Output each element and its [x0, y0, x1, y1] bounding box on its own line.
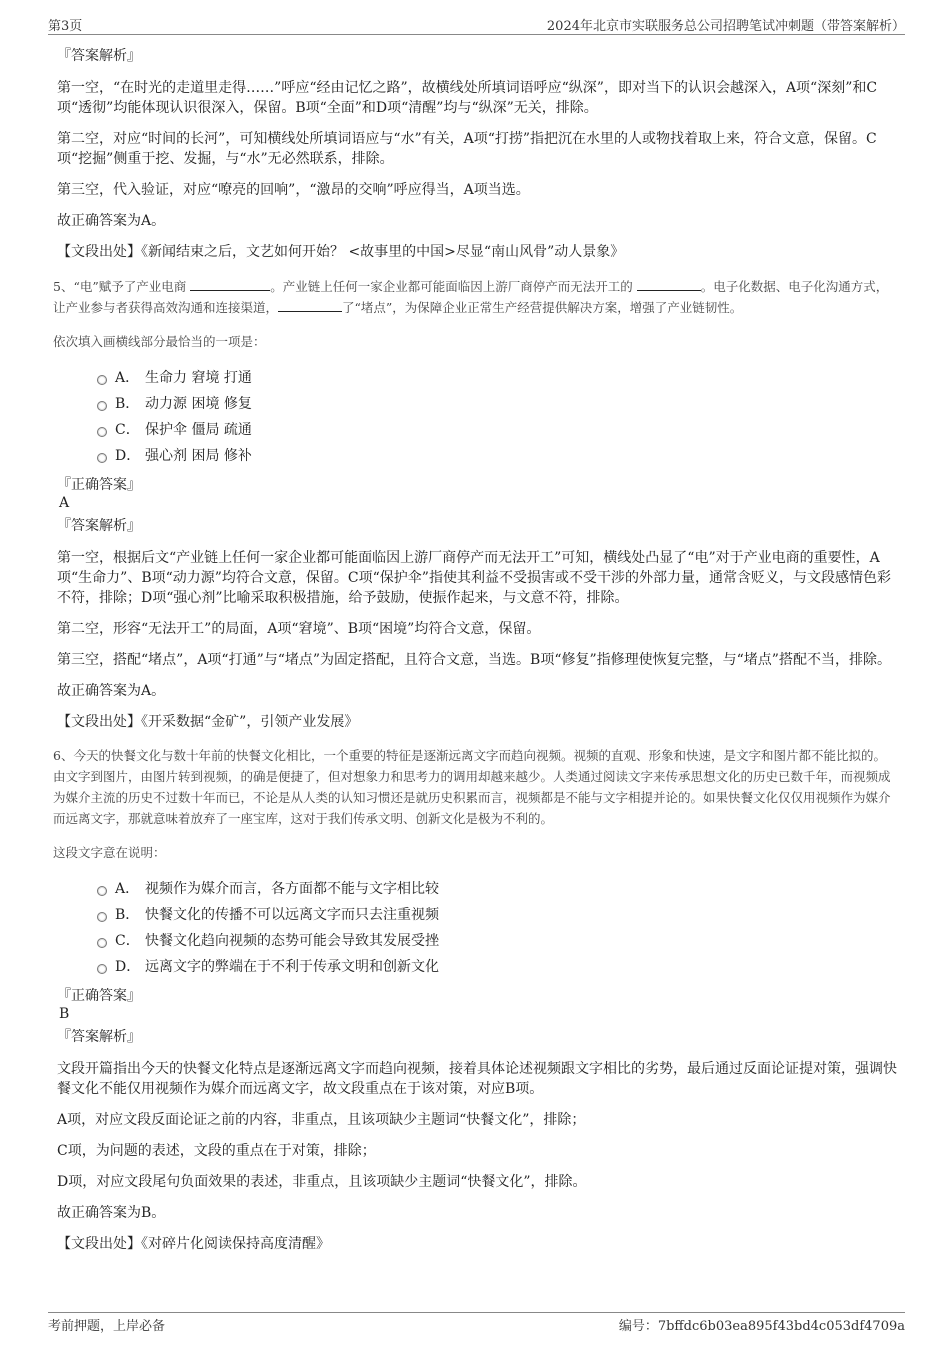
page-header — [48, 12, 905, 35]
option-a[interactable]: A． 视频作为媒介而言，各方面都不能与文字相比较 — [57, 879, 898, 905]
question-stem: 5、“电”赋予了产业电商 。产业链上任何一家企业都可能面临因上游厂商停产而无法开工的 。电子化数据、电子化沟通方式，让产业参与者获得高效沟通和连接渠道， 了“堵点”，为保障企业正常生产经营提供解决方案，增强了产业链韧性。 — [53, 279, 889, 315]
correct-answer-label: 『正确答案』 — [57, 477, 141, 493]
analysis-label: 『答案解析』 — [57, 518, 141, 534]
analysis-paragraph: 第一空，“在时光的走道里走得……”呼应“经由记忆之路”，故横线处所填词语呼应“纵深”，即对当下的认识会越深入，A项“深刻”和C项“透彻”均能体现认识很深入，保留。B项“全面”和D项“清醒”均与“纵深”无关，排除。 — [57, 80, 878, 116]
options-list — [57, 368, 898, 472]
analysis-paragraph: 第二空，形容“无法开工”的局面，A项“窘境”、B项“困境”均符合文意，保留。 — [57, 621, 541, 637]
analysis-label: 『答案解析』 — [57, 1029, 141, 1045]
answer-blank — [190, 278, 270, 291]
analysis-label: 『答案解析』 — [57, 48, 141, 64]
page-number: 第3页 — [48, 19, 83, 34]
page-content — [53, 46, 898, 1266]
analysis-paragraph: A项，对应文段反面论证之前的内容，非重点，且该项缺少主题词“快餐文化”，排除； — [57, 1112, 586, 1128]
source-citation: 【文段出处】《开采数据“金矿”，引领产业发展》 — [57, 714, 359, 730]
analysis-paragraph: 故正确答案为B。 — [57, 1205, 166, 1221]
answer-blank — [278, 299, 342, 312]
question-prompt: 这段文字意在说明： — [53, 845, 166, 860]
source-citation: 【文段出处】《新闻结束之后，文艺如何开始？ <故事里的中国>尽显“南山风骨”动人景象》 — [57, 244, 625, 260]
analysis-paragraph: 文段开篇指出今天的快餐文化特点是逐渐远离文字而趋向视频，接着具体论述视频跟文字相比的劣势，最后通过反面论证提对策，强调快餐文化不能仅用视频作为媒介而远离文字，故文段重点在于该对策，对应B项。 — [57, 1061, 897, 1097]
footer-slogan: 考前押题，上岸必备 — [48, 1319, 166, 1334]
source-citation: 【文段出处】《对碎片化阅读保持高度清醒》 — [57, 1236, 330, 1252]
radio-icon[interactable] — [97, 938, 107, 948]
radio-icon[interactable] — [97, 401, 107, 411]
radio-icon[interactable] — [97, 964, 107, 974]
radio-icon[interactable] — [97, 453, 107, 463]
analysis-paragraph: C项，为问题的表述，文段的重点在于对策，排除； — [57, 1143, 376, 1159]
option-d[interactable]: D． 强心剂 困局 修补 — [57, 446, 898, 472]
correct-answer: B — [59, 1006, 70, 1022]
option-c[interactable]: C． 快餐文化趋向视频的态势可能会导致其发展受挫 — [57, 931, 898, 957]
option-a[interactable]: A． 生命力 窘境 打通 — [57, 368, 898, 394]
page-footer — [48, 1312, 905, 1335]
correct-answer: A — [59, 495, 70, 511]
analysis-paragraph: 第二空，对应“时间的长河”，可知横线处所填词语应与“水”有关，A项“打捞”指把沉在水里的人或物找着取上来，符合文意，保留。C项“挖掘”侧重于挖、发掘，与“水”无必然联系，排除。 — [57, 131, 877, 167]
correct-answer-label: 『正确答案』 — [57, 988, 141, 1004]
options-list — [57, 879, 898, 983]
option-d[interactable]: D． 远离文字的弊端在于不利于传承文明和创新文化 — [57, 957, 898, 983]
analysis-paragraph: 故正确答案为A。 — [57, 683, 166, 699]
answer-blank — [637, 278, 701, 291]
question-prompt: 依次填入画横线部分最恰当的一项是： — [53, 334, 266, 349]
analysis-paragraph: 第三空，代入验证，对应“嘹亮的回响”，“激昂的交响”呼应得当，A项当选。 — [57, 182, 530, 198]
question-stem: 6、今天的快餐文化与数十年前的快餐文化相比，一个重要的特征是逐渐远离文字而趋向视频。视频的直观、形象和快速，是文字和图片都不能比拟的。由文字到图片，由图片转到视频，的确是便捷了，但对想象力和思考力的调用却越来越少。人类通过阅读文字来传承思想文化的历史已数千年，而视频成为媒介主流的历史不过数十年而已，不论是从人类的认知习惯还是就历史积累而言，视频都是不能与文字相提并论的。如果快餐文化仅仅用视频作为媒介而远离文字，那就意味着放弃了一座宝库，这对于我们传承文明、创新文化是极为不利的。 — [53, 748, 891, 826]
analysis-paragraph: 第一空，根据后文“产业链上任何一家企业都可能面临因上游厂商停产而无法开工”可知，横线处凸显了“电”对于产业电商的重要性，A项“生命力”、B项“动力源”均符合文意，保留。C项“保护伞”指使其利益不受损害或不受干涉的外部力量，通常含贬义，与文段感情色彩不符，排除；D项“强心剂”比喻采取积极措施，给予鼓励，使振作起来，与文意不符，排除。 — [57, 550, 891, 606]
radio-icon[interactable] — [97, 912, 107, 922]
document-title: 2024年北京市实联服务总公司招聘笔试冲刺题（带答案解析） — [546, 19, 905, 34]
option-c[interactable]: C． 保护伞 僵局 疏通 — [57, 420, 898, 446]
analysis-paragraph: 故正确答案为A。 — [57, 213, 166, 229]
radio-icon[interactable] — [97, 375, 107, 385]
option-b[interactable]: B． 动力源 困境 修复 — [57, 394, 898, 420]
analysis-paragraph: D项，对应文段尾句负面效果的表述，非重点，且该项缺少主题词“快餐文化”，排除。 — [57, 1174, 587, 1190]
document-code: 编号：7bffdc6b03ea895f43bd4c053df4709a — [618, 1319, 905, 1334]
option-b[interactable]: B． 快餐文化的传播不可以远离文字而只去注重视频 — [57, 905, 898, 931]
radio-icon[interactable] — [97, 427, 107, 437]
analysis-paragraph: 第三空，搭配“堵点”，A项“打通”与“堵点”为固定搭配，且符合文意，当选。B项“修复”指修理使恢复完整，与“堵点”搭配不当，排除。 — [57, 652, 891, 668]
radio-icon[interactable] — [97, 886, 107, 896]
